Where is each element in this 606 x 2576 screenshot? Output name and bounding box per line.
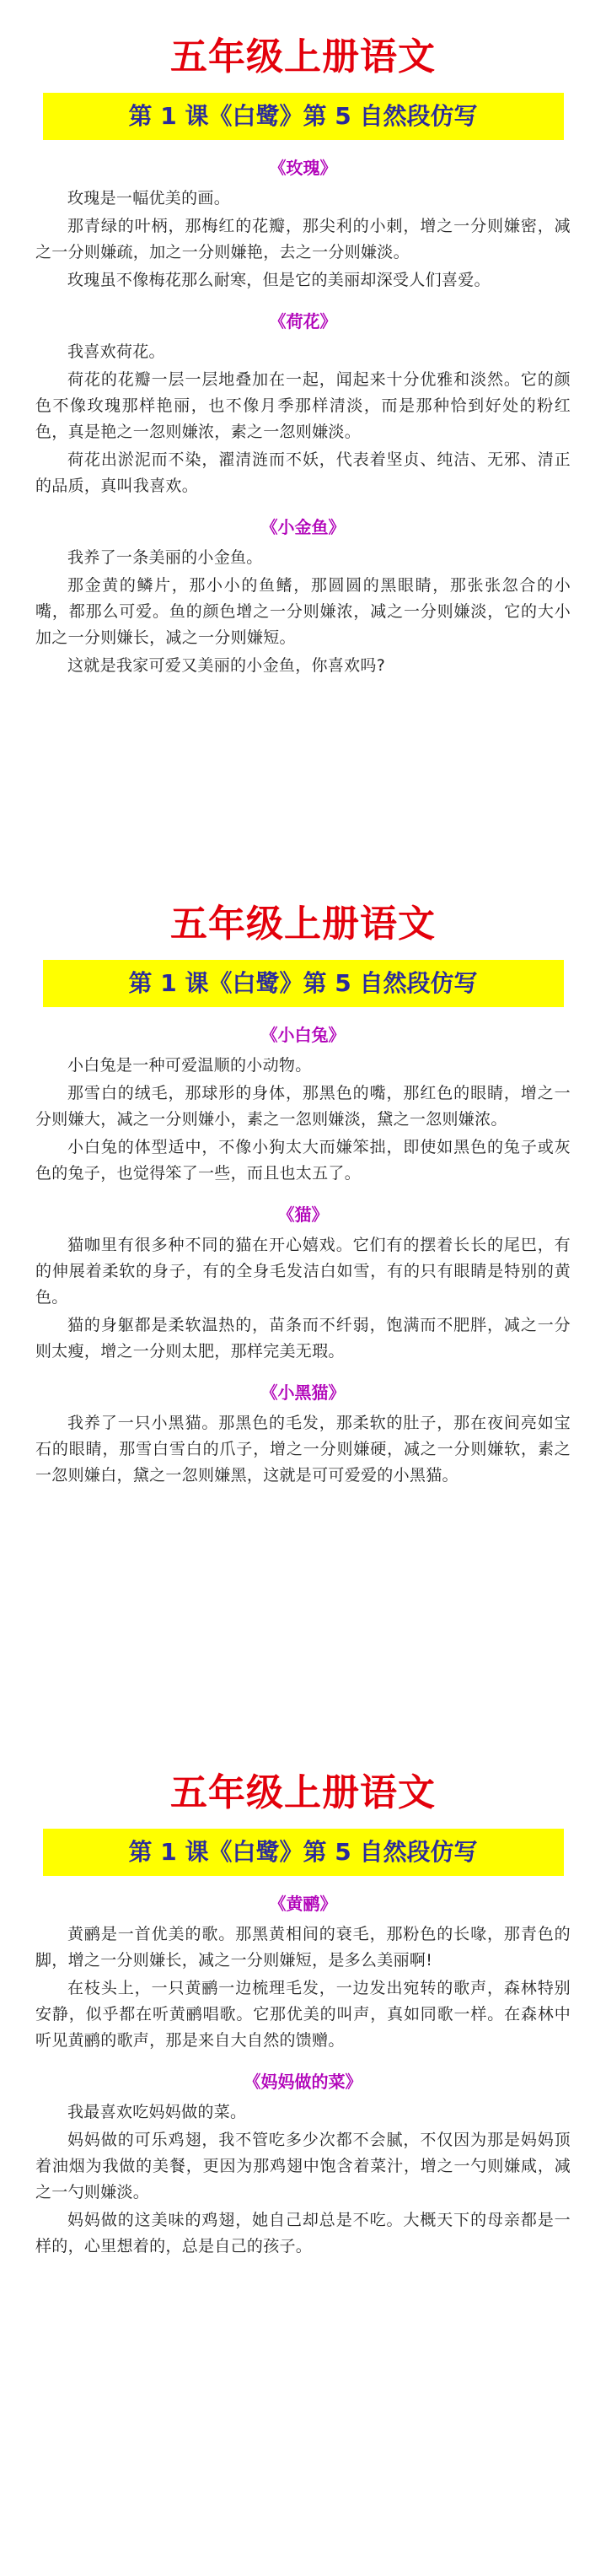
main-title: 五年级上册语文 [170, 1771, 436, 1814]
piece-title-white-rabbit: 《小白兔》 [260, 1025, 346, 1045]
paragraph: 小白兔是一种可爱温顺的小动物。 [67, 1056, 312, 1075]
main-title: 五年级上册语文 [170, 35, 436, 78]
paragraph: 荷花出淤泥而不染，濯清涟而不妖，代表着坚贞、纯洁、无邪、清正的品质，真叫我喜欢。 [35, 450, 571, 495]
paragraph: 猫咖里有很多种不同的猫在开心嬉戏。它们有的摆着长长的尾巴，有的伸展着柔软的身子，有的全身毛发洁白如雪，有的只有眼睛是特别的黄色。 [35, 1236, 571, 1307]
lesson-banner: 第 1 课《白鹭》第 5 自然段仿写 [43, 93, 564, 140]
piece-title-cat: 《猫》 [277, 1204, 329, 1225]
piece-title-rose: 《玫瑰》 [269, 158, 337, 178]
paragraph: 猫的身躯都是柔软温热的，苗条而不纤弱，饱满而不肥胖，减之一分则太瘦，增之一分则太肥，那样完美无瑕。 [35, 1316, 571, 1361]
piece-title-lotus: 《荷花》 [269, 311, 337, 331]
paragraph: 玫瑰虽不像梅花那么耐寒，但是它的美丽却深受人们喜爱。 [67, 271, 491, 289]
lesson-banner: 第 1 课《白鹭》第 5 自然段仿写 [43, 960, 564, 1007]
piece-title-goldfish: 《小金鱼》 [260, 517, 346, 537]
paragraph: 那雪白的绒毛，那球形的身体，那黑色的嘴，那红色的眼睛，增之一分则嫌大，减之一分则嫌小，素之一忽则嫌淡，黛之一忽则嫌浓。 [35, 1084, 571, 1129]
paragraph: 妈妈做的这美味的鸡翅，她自己却总是不吃。大概天下的母亲都是一样的，心里想着的，总是自己的孩子。 [35, 2211, 571, 2255]
piece-title-oriole: 《黄鹂》 [269, 1894, 337, 1914]
piece-title-black-cat: 《小黑猫》 [260, 1382, 346, 1403]
paragraph: 我喜欢荷花。 [67, 342, 165, 361]
paragraph: 玫瑰是一幅优美的画。 [67, 189, 231, 207]
section-2 [0, 901, 606, 1490]
section-content [35, 1891, 571, 2260]
paragraph: 这就是我家可爱又美丽的小金鱼，你喜欢吗? [67, 656, 386, 675]
paragraph: 在枝头上，一只黄鹂一边梳理毛发，一边发出宛转的歌声，森林特别安静，似乎都在听黄鹂唱歌。它那优美的叫声，真如同歌一样。在森林中听见黄鹂的歌声，那是来自大自然的馈赠。 [35, 1979, 571, 2050]
section-1 [0, 34, 606, 681]
section-content [35, 1022, 571, 1489]
section-content [35, 155, 571, 679]
paragraph: 黄鹂是一首优美的歌。那黑黄相间的衰毛，那粉色的长喙，那青色的脚，增之一分则嫌长，减之一分则嫌短，是多么美丽啊! [35, 1925, 571, 1970]
paragraph: 我养了一只小黑猫。那黑色的毛发，那柔软的肚子，那在夜间亮如宝石的眼睛，那雪白雪白的爪子，增之一分则嫌硬，减之一分则嫌软，素之一忽则嫌白，黛之一忽则嫌黑，这就是可可爱爱的小黑猫。 [35, 1414, 571, 1485]
main-title: 五年级上册语文 [170, 903, 436, 946]
section-3 [0, 1770, 606, 2261]
paragraph: 我养了一条美丽的小金鱼。 [67, 548, 263, 567]
paragraph: 荷花的花瓣一层一层地叠加在一起，闻起来十分优雅和淡然。它的颜色不像玫瑰那样艳丽，也不像月季那样清淡，而是那种恰到好处的粉红色，真是艳之一忽则嫌浓，素之一忽则嫌淡。 [35, 370, 571, 441]
paragraph: 妈妈做的可乐鸡翅，我不管吃多少次都不会腻，不仅因为那是妈妈顶着油烟为我做的美餐，更因为那鸡翅中饱含着菜汁，增之一勺则嫌咸，减之一勺则嫌淡。 [35, 2131, 571, 2201]
paragraph: 小白兔的体型适中，不像小狗太大而嫌笨拙，即使如黑色的兔子或灰色的兔子，也觉得笨了一些，而且也太五了。 [35, 1138, 571, 1183]
paragraph: 我最喜欢吃妈妈做的菜。 [67, 2103, 247, 2121]
piece-title-moms-cooking: 《妈妈做的菜》 [244, 2072, 362, 2092]
lesson-banner: 第 1 课《白鹭》第 5 自然段仿写 [43, 1829, 564, 1876]
paragraph: 那青绿的叶柄，那梅红的花瓣，那尖利的小刺，增之一分则嫌密，减之一分则嫌疏，加之一分则嫌艳，去之一分则嫌淡。 [35, 217, 571, 261]
paragraph: 那金黄的鳞片，那小小的鱼鳍，那圆圆的黑眼睛，那张张忽合的小嘴，都那么可爱。鱼的颜色增之一分则嫌浓，减之一分则嫌淡，它的大小加之一分则嫌长，减之一分则嫌短。 [35, 576, 571, 647]
